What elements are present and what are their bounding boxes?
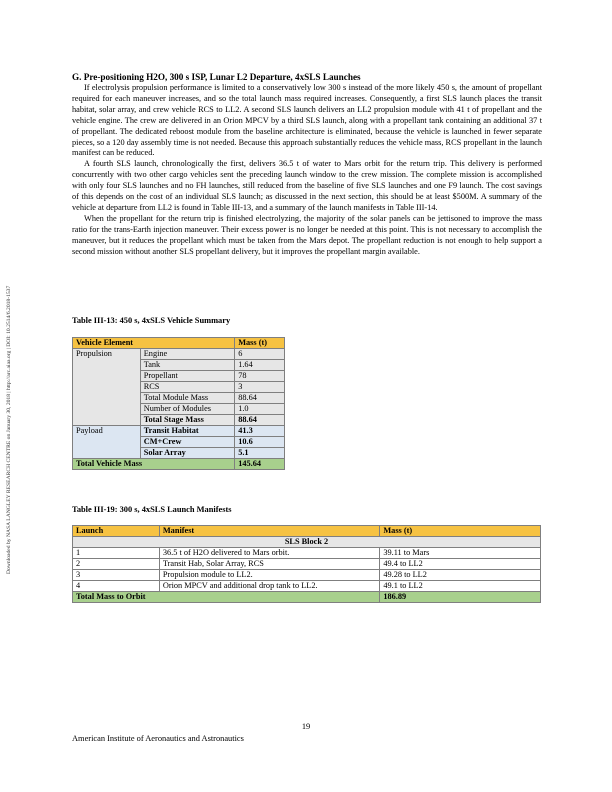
mass-cell: 88.64	[235, 393, 285, 404]
element-cell: Transit Habitat	[140, 426, 234, 437]
page-number: 19	[301, 722, 311, 731]
page-footer: American Institute of Aeronautics and Astronautics	[72, 734, 244, 743]
mass-cell: 10.6	[235, 437, 285, 448]
table-row	[73, 570, 541, 581]
mass-cell: 49.4 to LL2	[380, 559, 541, 570]
mass-cell: 49.1 to LL2	[380, 581, 541, 592]
launch-cell: 2	[73, 559, 160, 570]
table-total-row	[73, 592, 541, 603]
mass-cell: 88.64	[235, 415, 285, 426]
section-heading: G. Pre-positioning H2O, 300 s ISP, Lunar L2 Departure, 4xSLS Launches	[72, 72, 361, 82]
element-cell: RCS	[140, 382, 234, 393]
mass-cell: 39.11 to Mars	[380, 548, 541, 559]
download-watermark-text: Downloaded by NASA LANGLEY RESEARCH CENTRE on January 30, 2018 | http://arc.aiaa.org | DOI: 10.2514/6.2018-1537	[6, 285, 12, 574]
table-subheader-row	[73, 537, 541, 548]
section-body	[72, 72, 542, 258]
mass-cell: 41.3	[235, 426, 285, 437]
element-cell: Propellant	[140, 371, 234, 382]
mass-cell: 1.64	[235, 360, 285, 371]
paragraph-3: When the propellant for the return trip is finished electrolyzing, the majority of the solar panels can be jettisoned to improve the mass ratio for the trans-Earth injection maneuver. Their excess power is no longer be needed at this point. This is not necessary to accomplish the maneuver, but it reduces the propellant which must be taken from the Mars depot. The propellant reduction is not enough to help support a second mission without another SLS propellant delivery, but it improves the propellant margin available.	[72, 213, 542, 256]
element-cell: CM+Crew	[140, 437, 234, 448]
table-total-row	[73, 459, 285, 470]
total-value: 186.89	[380, 592, 541, 603]
header-cell: Manifest	[159, 526, 380, 537]
element-cell: Engine	[140, 349, 234, 360]
vehicle-summary-table	[72, 337, 285, 470]
table-header-row	[73, 338, 285, 349]
paragraph-2: A fourth SLS launch, chronologically the first, delivers 36.5 t of water to Mars orbit for the return trip. This delivery is performed concurrently with two other cargo vehicles sent the preceding launch window to the crew mission. The complete mission is accomplished with only four SLS launches and no FH launches, still reduced from the baseline of five SLS launches and one F9 launch. The cost savings of this depends on the cost of an individual SLS launch; as discussed in the next section, this should be at least $500M. A summary of the vehicle at departure from LL2 is found in Table III-13, and a summary of the launch manifests in Table III-14.	[72, 159, 542, 212]
paragraph-1: If electrolysis propulsion performance is limited to a conservatively low 300 s instead of the more likely 450 s, the amount of propellant required for each maneuver increases, and so the total launch mass required increases. Consequently, a first SLS launch places the transit habitat, solar array, and crew vehicle RCS to LL2. A second SLS launch delivers an LL2 propulsion module with 41 t of propellant and the vehicle engine. The crew are delivered in an Orion MPCV by a third SLS launch, along with a propellant tank containing an additional 37 t of propellant. The dedicated reboost module from the baseline architecture is eliminated, because the vehicle is launched in fewer separate pieces, so a 120 day assembly time is not needed. Because this approach substantially reduces the vehicle mass, RCS propellant in the launch manifest can be reduced.	[72, 83, 542, 158]
table-row	[73, 426, 285, 437]
launch-cell: 3	[73, 570, 160, 581]
header-cell: Launch	[73, 526, 160, 537]
table-19-caption: Table III-19: 300 s, 4xSLS Launch Manifests	[72, 505, 232, 514]
mass-cell: 78	[235, 371, 285, 382]
table-row	[73, 559, 541, 570]
mass-cell: 1.0	[235, 404, 285, 415]
total-value: 145.64	[235, 459, 285, 470]
mass-cell: 6	[235, 349, 285, 360]
element-cell: Total Module Mass	[140, 393, 234, 404]
element-cell: Number of Modules	[140, 404, 234, 415]
group-label-payload: Payload	[73, 426, 141, 459]
manifest-cell: Orion MPCV and additional drop tank to LL2.	[159, 581, 380, 592]
header-cell: Mass (t)	[235, 338, 285, 349]
mass-cell: 3	[235, 382, 285, 393]
launch-manifest-table	[72, 525, 541, 603]
manifest-cell: 36.5 t of H2O delivered to Mars orbit.	[159, 548, 380, 559]
manifest-cell: Propulsion module to LL2.	[159, 570, 380, 581]
total-label: Total Vehicle Mass	[73, 459, 235, 470]
table-row	[73, 349, 285, 360]
manifest-cell: Transit Hab, Solar Array, RCS	[159, 559, 380, 570]
element-cell: Solar Array	[140, 448, 234, 459]
table-row	[73, 548, 541, 559]
header-cell: Vehicle Element	[73, 338, 235, 349]
launch-cell: 1	[73, 548, 160, 559]
total-label: Total Mass to Orbit	[73, 592, 380, 603]
mass-cell: 5.1	[235, 448, 285, 459]
header-cell: Mass (t)	[380, 526, 541, 537]
table-header-row	[73, 526, 541, 537]
download-watermark	[6, 214, 16, 574]
group-label-propulsion: Propulsion	[73, 349, 141, 426]
mass-cell: 49.28 to LL2	[380, 570, 541, 581]
subheader-cell: SLS Block 2	[73, 537, 541, 548]
table-row	[73, 581, 541, 592]
element-cell: Total Stage Mass	[140, 415, 234, 426]
launch-cell: 4	[73, 581, 160, 592]
element-cell: Tank	[140, 360, 234, 371]
table-13-caption: Table III-13: 450 s, 4xSLS Vehicle Summary	[72, 316, 231, 325]
